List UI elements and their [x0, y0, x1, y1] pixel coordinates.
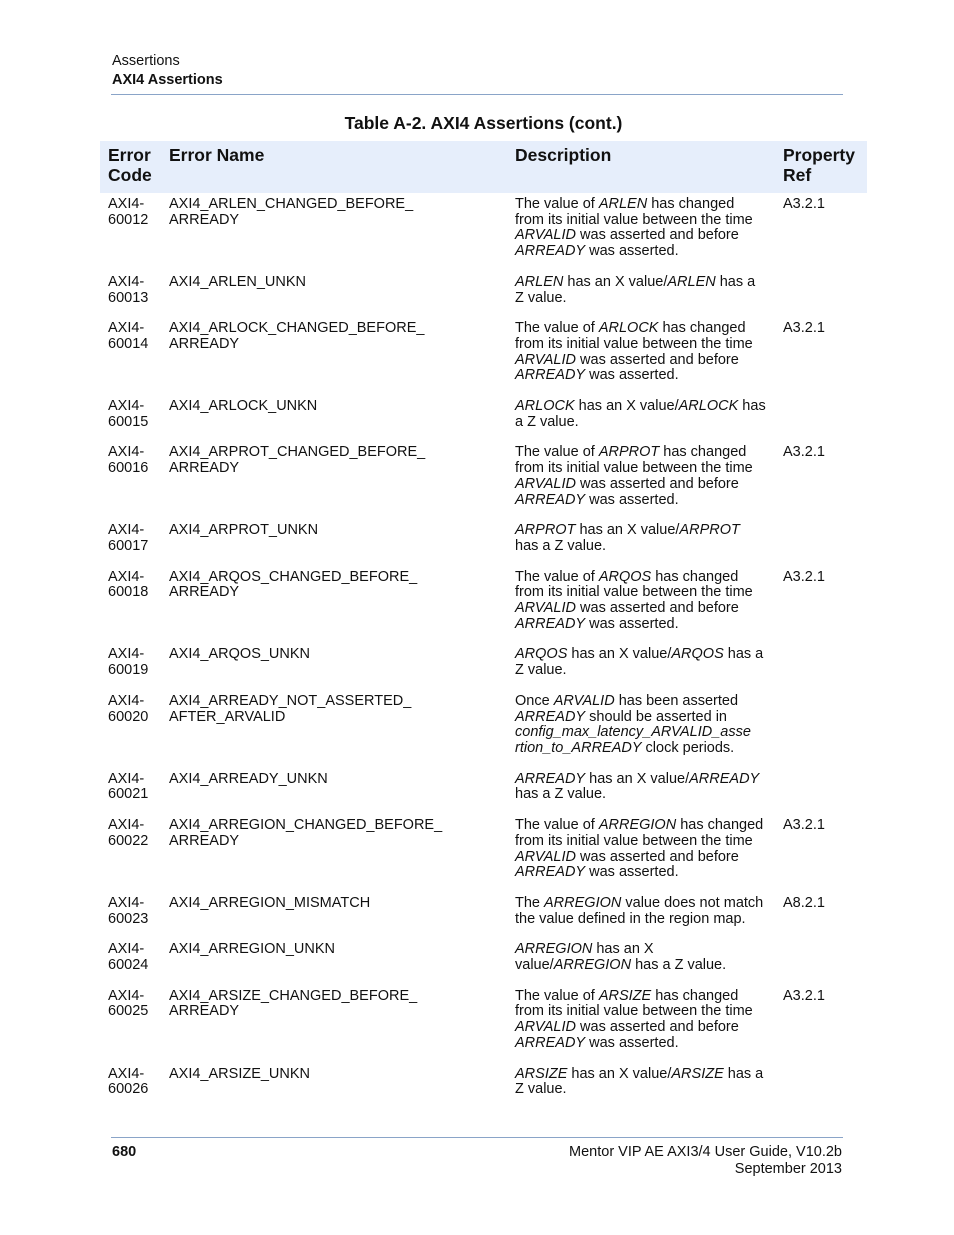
error-code-cell: AXI4- 60014 — [108, 320, 149, 352]
error-name-cell: AXI4_ARPROT_CHANGED_BEFORE_ ARREADY — [169, 444, 426, 477]
table-row — [100, 643, 867, 689]
description-cell: ARQOS has an X value/ARQOS has a Z value. — [515, 646, 764, 679]
property-ref-cell — [775, 768, 867, 814]
description-cell: The value of ARREGION has changed from its initial value between the time ARVALID was asserted and before ARREADY was asserted. — [515, 817, 764, 881]
description-cell: The value of ARQOS has changed from its initial value between the time ARVALID was asserted and before ARREADY was asserted. — [515, 568, 753, 632]
table-row — [100, 938, 867, 984]
table-row — [100, 1063, 867, 1109]
error-code-cell: AXI4- 60015 — [108, 398, 149, 430]
error-code-cell: AXI4- 60016 — [108, 444, 149, 477]
header-section: AXI4 Assertions — [112, 72, 223, 88]
property-ref-cell: A3.2.1 — [783, 320, 825, 337]
error-name-cell: AXI4_ARLOCK_UNKN — [169, 398, 318, 415]
property-ref-cell — [775, 1063, 867, 1109]
assertions-table — [100, 141, 867, 1109]
table-row — [100, 566, 867, 644]
error-code-cell: AXI4- 60017 — [108, 522, 149, 554]
error-name-cell: AXI4_ARLEN_CHANGED_BEFORE_ ARREADY — [169, 196, 414, 228]
table-row — [100, 271, 867, 317]
footer-info — [569, 1144, 842, 1178]
description-cell: ARSIZE has an X value/ARSIZE has a Z value. — [515, 1065, 764, 1098]
error-code-cell: AXI4- 60022 — [108, 817, 149, 849]
table-row — [100, 193, 867, 271]
table-row — [100, 985, 867, 1063]
table-row — [100, 690, 867, 768]
error-code-cell: AXI4- 60020 — [108, 692, 149, 725]
error-name-cell: AXI4_ARLOCK_CHANGED_BEFORE_ ARREADY — [169, 320, 425, 352]
description-cell: ARPROT has an X value/ARPROT has a Z value. — [515, 522, 740, 554]
error-code-cell: AXI4- 60023 — [108, 894, 149, 927]
error-name-cell: AXI4_ARSIZE_CHANGED_BEFORE_ ARREADY — [169, 987, 418, 1020]
description-cell: ARLEN has an X value/ARLEN has a Z value. — [515, 273, 756, 306]
running-header — [112, 52, 223, 90]
property-ref-cell — [775, 519, 867, 565]
error-code-cell: AXI4- 60021 — [108, 770, 149, 803]
error-name-cell: AXI4_ARQOS_UNKN — [169, 646, 311, 663]
error-code-cell: AXI4- 60012 — [108, 196, 149, 228]
description-cell: ARLOCK has an X value/ARLOCK has a Z value. — [515, 398, 766, 430]
description-cell: The value of ARLOCK has changed from its initial value between the time ARVALID was asserted and before ARREADY was asserted. — [515, 320, 753, 384]
property-ref-cell: A8.2.1 — [783, 894, 825, 911]
error-name-cell: AXI4_ARREGION_MISMATCH — [169, 894, 371, 911]
error-name-cell: AXI4_ARREADY_UNKN — [169, 770, 328, 787]
header-chapter: Assertions — [112, 53, 180, 69]
error-name-cell: AXI4_ARQOS_CHANGED_BEFORE_ ARREADY — [169, 568, 418, 601]
table-header-row — [100, 141, 867, 193]
column-header-error-code: Error Code — [100, 141, 161, 193]
description-cell: The ARREGION value does not match the value defined in the region map. — [515, 894, 764, 927]
column-header-description: Description — [507, 141, 775, 193]
table-row — [100, 768, 867, 814]
property-ref-cell — [775, 690, 867, 768]
column-header-property-ref: Property Ref — [775, 141, 867, 193]
error-name-cell: AXI4_ARSIZE_UNKN — [169, 1065, 311, 1082]
description-cell: Once ARVALID has been asserted ARREADY should be asserted in config_max_latency_ARVALID_asse rtion_to_ARREADY clock periods. — [515, 692, 751, 756]
header-rule — [111, 94, 843, 95]
table-row — [100, 395, 867, 441]
footer-rule — [111, 1137, 843, 1138]
error-code-cell: AXI4- 60019 — [108, 646, 149, 679]
table-row — [100, 441, 867, 519]
error-name-cell: AXI4_ARPROT_UNKN — [169, 522, 319, 539]
description-cell: ARREGION has an X value/ARREGION has a Z value. — [515, 941, 727, 974]
property-ref-cell: A3.2.1 — [783, 817, 825, 834]
property-ref-cell: A3.2.1 — [783, 196, 825, 212]
property-ref-cell — [775, 271, 867, 317]
property-ref-cell — [775, 643, 867, 689]
footer-doc-title: Mentor VIP AE AXI3/4 User Guide, V10.2b — [569, 1144, 842, 1160]
error-code-cell: AXI4- 60024 — [108, 941, 149, 974]
error-code-cell: AXI4- 60025 — [108, 987, 149, 1020]
description-cell: The value of ARLEN has changed from its initial value between the time ARVALID was asserted and before ARREADY was asserted. — [515, 196, 753, 260]
table-caption: Table A-2. AXI4 Assertions (cont.) — [344, 113, 623, 133]
error-code-cell: AXI4- 60018 — [108, 568, 149, 601]
property-ref-cell: A3.2.1 — [783, 987, 825, 1004]
description-cell: The value of ARSIZE has changed from its initial value between the time ARVALID was asserted and before ARREADY was asserted. — [515, 987, 753, 1051]
property-ref-cell: A3.2.1 — [783, 444, 825, 461]
table-row — [100, 892, 867, 938]
error-name-cell: AXI4_ARLEN_UNKN — [169, 273, 306, 290]
column-header-error-name: Error Name — [161, 141, 507, 193]
table-row — [100, 814, 867, 892]
page-number: 680 — [112, 1144, 137, 1160]
error-code-cell: AXI4- 60013 — [108, 273, 149, 306]
error-name-cell: AXI4_ARREADY_NOT_ASSERTED_ AFTER_ARVALID — [169, 692, 412, 725]
table-row — [100, 317, 867, 395]
property-ref-cell: A3.2.1 — [783, 568, 825, 585]
description-cell: The value of ARPROT has changed from its initial value between the time ARVALID was asserted and before ARREADY was asserted. — [515, 444, 753, 508]
table-row — [100, 519, 867, 565]
error-name-cell: AXI4_ARREGION_UNKN — [169, 941, 335, 958]
description-cell: ARREADY has an X value/ARREADY has a Z value. — [515, 770, 760, 803]
footer-date: September 2013 — [734, 1161, 842, 1177]
error-code-cell: AXI4- 60026 — [108, 1065, 149, 1098]
error-name-cell: AXI4_ARREGION_CHANGED_BEFORE_ ARREADY — [169, 817, 443, 849]
property-ref-cell — [775, 938, 867, 984]
property-ref-cell — [775, 395, 867, 441]
